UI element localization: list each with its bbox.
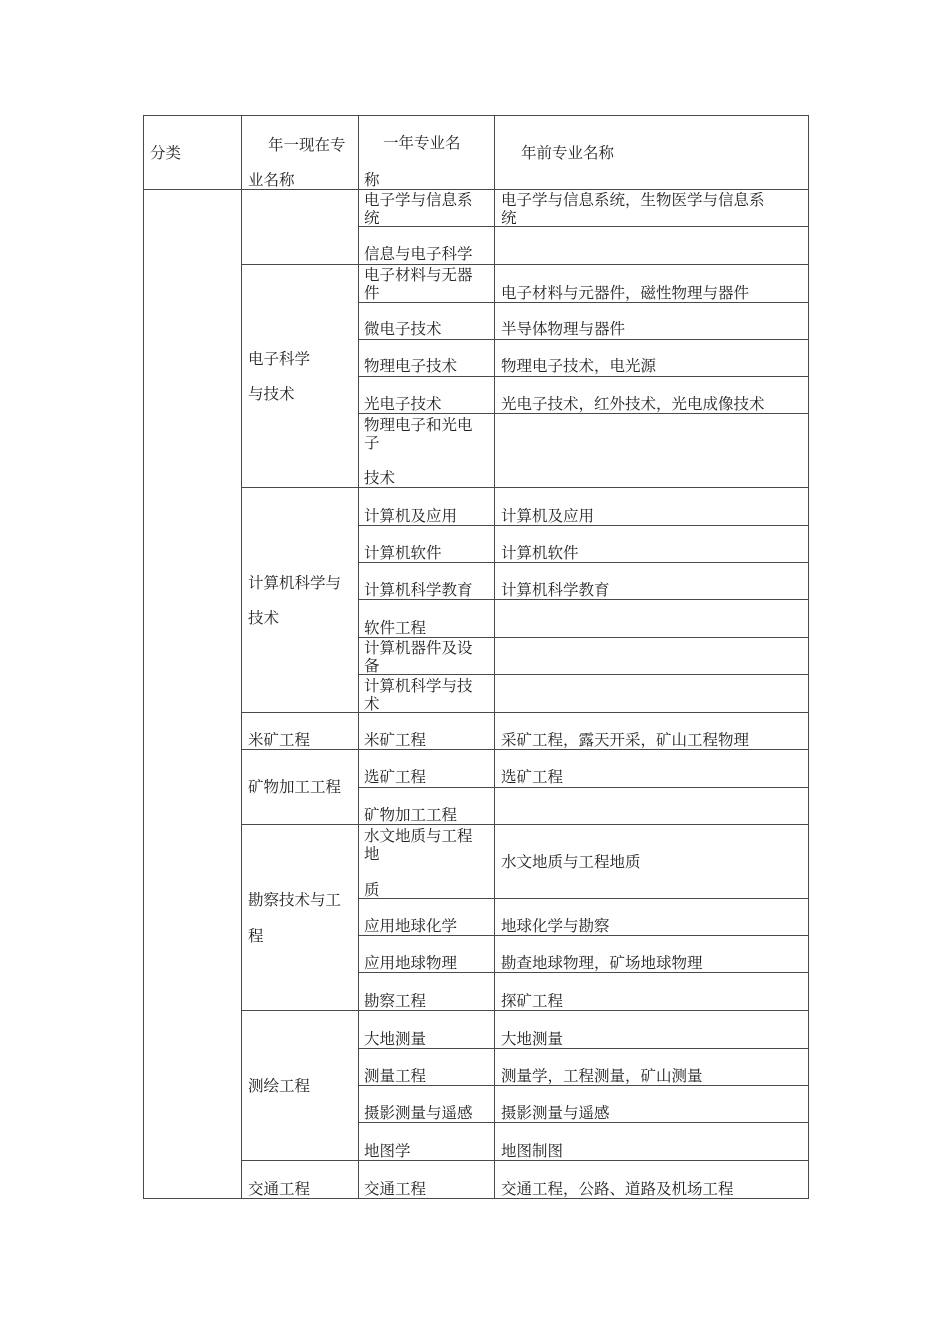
- old-major-cell: 摄影测量与遥感: [501, 1104, 610, 1122]
- major-cell: 电子学与信息系: [364, 191, 473, 209]
- old-major-cell: 采矿工程，露天开采，矿山工程物理: [501, 731, 750, 749]
- major-cell: 应用地球物理: [364, 954, 458, 972]
- major-cell-wrap: 质: [364, 881, 380, 899]
- major-cell-wrap: 地: [364, 845, 380, 863]
- old-major-cell: 电子学与信息系统，生物医学与信息系: [501, 191, 765, 209]
- major-cell: 计算机科学教育: [364, 581, 473, 599]
- group-label-wrap: 技术: [248, 609, 280, 627]
- old-major-cell: 交通工程，公路、道路及机场工程: [501, 1180, 734, 1198]
- group-label: 交通工程: [248, 1180, 311, 1198]
- old-major-cell: 地图制图: [501, 1142, 564, 1160]
- major-cell: 地图学: [364, 1142, 411, 1160]
- major-cell: 大地测量: [364, 1030, 427, 1048]
- old-major-cell: 大地测量: [501, 1030, 564, 1048]
- group-label-wrap: 程: [248, 927, 264, 945]
- header-old-major: 年前专业名称: [521, 144, 615, 162]
- major-cell: 信息与电子科学: [364, 245, 473, 263]
- major-cell: 电子材料与无器: [364, 266, 473, 284]
- major-cell: 勘察工程: [364, 992, 427, 1010]
- header-current-major-wrap: 业名称: [248, 171, 295, 189]
- major-cell: 软件工程: [364, 619, 427, 637]
- major-cell: 光电子技术: [364, 395, 442, 413]
- major-cell: 测量工程: [364, 1067, 427, 1085]
- old-major-cell: 计算机软件: [501, 544, 579, 562]
- old-major-cell: 计算机科学教育: [501, 581, 610, 599]
- old-major-cell-wrap: 统: [501, 209, 517, 227]
- major-cell-wrap: 备: [364, 657, 380, 675]
- major-cell: 计算机软件: [364, 544, 442, 562]
- major-cell-wrap: 件: [364, 284, 380, 302]
- old-major-cell: 电子材料与元器件，磁性物理与器件: [501, 284, 750, 302]
- major-cell: 计算机器件及设: [364, 639, 473, 657]
- major-cell: 物理电子技术: [364, 357, 458, 375]
- group-label: 计算机科学与: [248, 574, 342, 592]
- old-major-cell: 水文地质与工程地质: [501, 853, 641, 871]
- old-major-cell: 勘查地球物理，矿场地球物理: [501, 954, 703, 972]
- header-category: 分类: [150, 144, 182, 162]
- major-cell-wrap: 统: [364, 209, 380, 227]
- old-major-cell: 物理电子技术，电光源: [501, 357, 657, 375]
- group-label: 电子科学: [248, 350, 311, 368]
- old-major-cell: 半导体物理与器件: [501, 320, 626, 338]
- major-cell: 微电子技术: [364, 320, 442, 338]
- major-cell-wrap: 术: [364, 695, 380, 713]
- header-prior-major: 一年专业名: [383, 134, 461, 152]
- major-cell: 选矿工程: [364, 768, 427, 786]
- old-major-cell: 测量学，工程测量，矿山测量: [501, 1067, 703, 1085]
- major-cell: 物理电子和光电: [364, 416, 473, 434]
- old-major-cell: 探矿工程: [501, 992, 564, 1010]
- group-label-wrap: 与技术: [248, 385, 295, 403]
- major-cell-wrap: 技术: [364, 469, 396, 487]
- major-cell: 计算机及应用: [364, 507, 458, 525]
- major-cell: 矿物加工工程: [364, 806, 458, 824]
- major-cell: 摄影测量与遥感: [364, 1104, 473, 1122]
- major-cell: 交通工程: [364, 1180, 427, 1198]
- old-major-cell: 选矿工程: [501, 768, 564, 786]
- header-prior-major-wrap: 称: [364, 171, 380, 189]
- old-major-cell: 光电子技术，红外技术，光电成像技术: [501, 395, 765, 413]
- group-label: 勘察技术与工: [248, 891, 342, 909]
- old-major-cell: 地球化学与勘察: [501, 917, 610, 935]
- major-cell: 水文地质与工程: [364, 827, 473, 845]
- old-major-cell: 计算机及应用: [501, 507, 595, 525]
- group-label: 测绘工程: [248, 1077, 311, 1095]
- major-cell: 应用地球化学: [364, 917, 458, 935]
- major-cell: 计算机科学与技: [364, 677, 473, 695]
- header-current-major: 年一现在专: [268, 136, 346, 154]
- group-label: 米矿工程: [248, 731, 311, 749]
- major-cell: 米矿工程: [364, 731, 427, 749]
- major-cell-wrap: 子: [364, 434, 380, 452]
- group-label: 矿物加工工程: [248, 778, 342, 796]
